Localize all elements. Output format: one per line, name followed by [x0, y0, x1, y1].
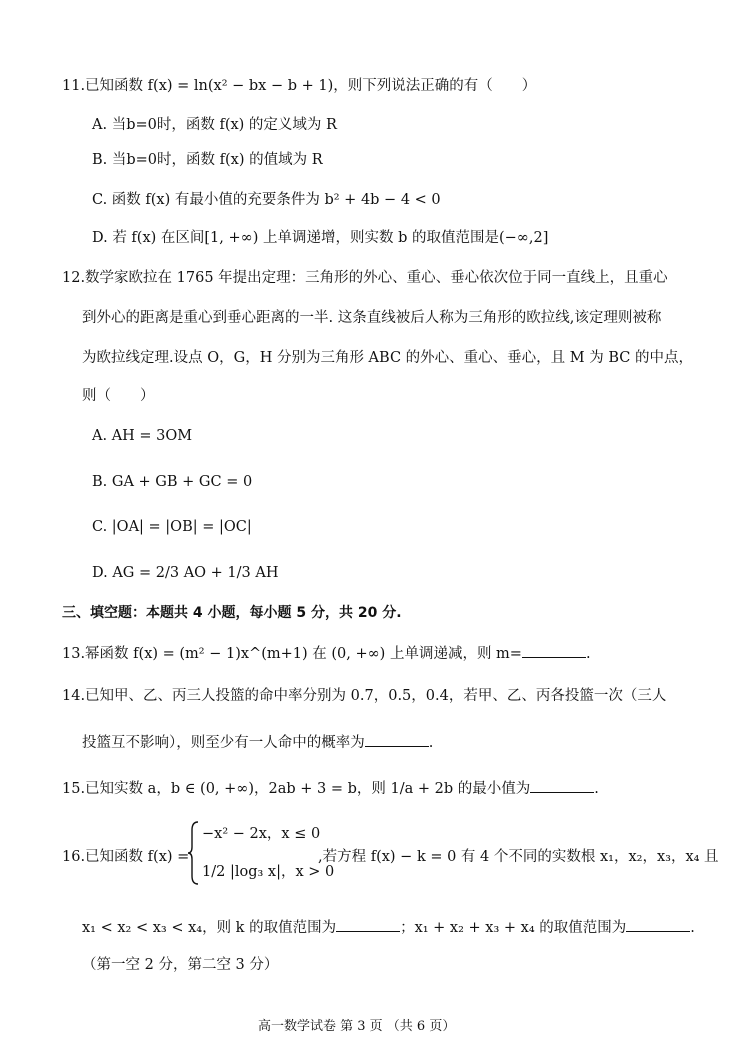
q14-line-2-text: 投篮互不影响），则至少有一人命中的概率为: [82, 735, 365, 751]
q11-option-a: A. 当b=0时，函数 f(x) 的定义域为 R: [92, 117, 337, 133]
q14-line-2: [82, 732, 433, 753]
q15-end: .: [594, 781, 599, 797]
question-13: [62, 643, 591, 664]
q12-stem-line-2: 到外心的距离是重心到垂心距离的一半. 这条直线被后人称为三角形的欧拉线,该定理则被称: [82, 310, 662, 326]
q12-stem-line-1: 12.数学家欧拉在 1765 年提出定理：三角形的外心、重心、垂心依次位于同一直线上，且重心: [62, 270, 668, 286]
q16-answer-blank-1[interactable]: [336, 917, 400, 932]
q11-option-c: C. 函数 f(x) 有最小值的充要条件为 b² + 4b − 4 < 0: [92, 192, 441, 208]
q16-case-2: 1/2 |log₃ x|，x > 0: [202, 864, 335, 880]
q11-option-b: B. 当b=0时，函数 f(x) 的值域为 R: [92, 152, 323, 168]
q15-text: 15.已知实数 a，b ∈ (0, +∞)，2ab + 3 = b，则 1/a + 2b 的最小值为: [62, 781, 531, 797]
page-footer: 高一数学试卷 第 3 页 （共 6 页）: [258, 1019, 456, 1034]
q16-condition: ,若方程 f(x) − k = 0 有 4 个不同的实数根 x₁，x₂，x₃，x₄ 且: [318, 849, 719, 865]
q12-stem-line-4: 则（ ）: [82, 388, 155, 404]
q12-option-c: C. |OA| = |OB| = |OC|: [92, 519, 252, 535]
q16-line-2-text-b: ；x₁ + x₂ + x₃ + x₄ 的取值范围为: [400, 920, 627, 936]
q15-answer-blank[interactable]: [530, 778, 594, 793]
q16-answer-blank-2[interactable]: [626, 917, 690, 932]
q16-case-1: −x² − 2x，x ≤ 0: [202, 826, 321, 842]
q11-stem: 11.已知函数 f(x) = ln(x² − bx − b + 1)，则下列说法正确的有（ ）: [62, 78, 537, 94]
q12-option-b: B. GA + GB + GC = 0: [92, 474, 253, 490]
q14-line-1: 14.已知甲、乙、丙三人投篮的命中率分别为 0.7，0.5，0.4，若甲、乙、丙各投篮一次（三人: [62, 688, 667, 704]
q16-function-label: 16.已知函数 f(x) =: [62, 849, 190, 865]
q16-end: .: [690, 920, 695, 936]
q13-answer-blank[interactable]: [522, 643, 586, 658]
piecewise-brace-icon: [188, 820, 200, 886]
q14-end: .: [428, 735, 434, 751]
q14-answer-blank[interactable]: [365, 732, 429, 747]
q12-option-a: A. AH = 3OM: [92, 428, 193, 444]
q12-option-d: D. AG = 2/3 AO + 1/3 AH: [92, 565, 279, 581]
q16-line-2-text-a: x₁ < x₂ < x₃ < x₄，则 k 的取值范围为: [82, 920, 337, 936]
q11-option-d: D. 若 f(x) 在区间[1, +∞) 上单调递增，则实数 b 的取值范围是(−∞,2]: [92, 230, 549, 246]
q16-line-2: [82, 917, 695, 938]
section-heading-fill-in: 三、填空题：本题共 4 小题，每小题 5 分，共 20 分.: [62, 605, 402, 621]
q16-score-note: （第一空 2 分，第二空 3 分）: [82, 957, 279, 973]
q12-stem-line-3: 为欧拉线定理.设点 O，G，H 分别为三角形 ABC 的外心、重心、垂心，且 M 为 BC 的中点，: [82, 350, 693, 366]
q13-end: .: [585, 646, 591, 662]
question-15: [62, 778, 599, 799]
q13-text: 13.幂函数 f(x) = (m² − 1)x^(m+1) 在 (0, +∞) 上单调递减，则 m=: [62, 646, 522, 662]
